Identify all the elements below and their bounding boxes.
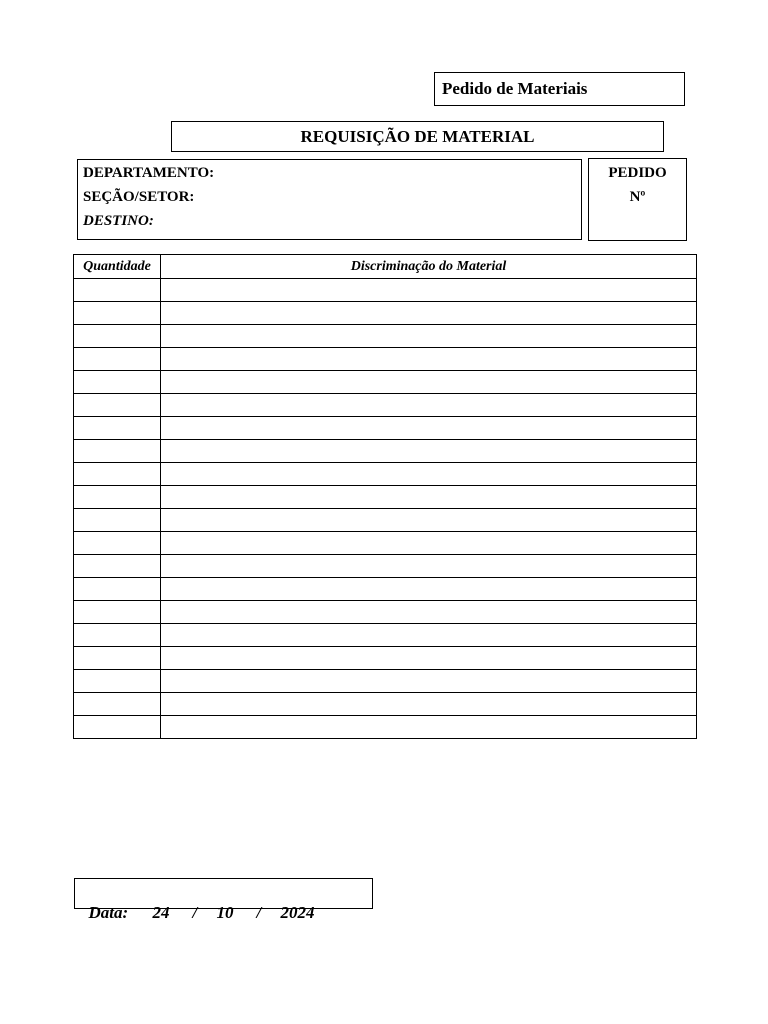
table-row	[74, 555, 697, 578]
date-separator: /	[256, 903, 262, 922]
table-row	[74, 279, 697, 302]
quantity-cell[interactable]	[74, 601, 161, 624]
quantity-cell[interactable]	[74, 463, 161, 486]
quantity-cell[interactable]	[74, 394, 161, 417]
description-cell[interactable]	[161, 394, 697, 417]
quantity-cell[interactable]	[74, 624, 161, 647]
quantity-cell[interactable]	[74, 417, 161, 440]
quantity-cell[interactable]	[74, 325, 161, 348]
table-row	[74, 463, 697, 486]
quantity-cell[interactable]	[74, 647, 161, 670]
quantity-cell[interactable]	[74, 716, 161, 739]
description-cell[interactable]	[161, 348, 697, 371]
department-label: DEPARTAMENTO:	[83, 165, 215, 181]
table-row	[74, 578, 697, 601]
description-cell[interactable]	[161, 624, 697, 647]
date-box	[74, 878, 373, 922]
description-cell[interactable]	[161, 601, 697, 624]
table-row	[74, 302, 697, 325]
table-row	[74, 417, 697, 440]
description-cell[interactable]	[161, 555, 697, 578]
description-cell[interactable]	[161, 647, 697, 670]
description-cell[interactable]	[161, 532, 697, 555]
order-number-label: Nº	[629, 189, 646, 205]
quantity-cell[interactable]	[74, 509, 161, 532]
description-cell[interactable]	[161, 302, 697, 325]
department-block	[77, 159, 582, 240]
table-row	[74, 670, 697, 693]
description-cell[interactable]	[161, 325, 697, 348]
table-row	[74, 716, 697, 739]
quantity-cell[interactable]	[74, 532, 161, 555]
form-label: Pedido de Materiais	[442, 79, 588, 98]
quantity-cell[interactable]	[74, 693, 161, 716]
column-header-description: Discriminação do Material	[161, 255, 697, 279]
destination-label: DESTINO:	[83, 213, 154, 229]
description-cell[interactable]	[161, 670, 697, 693]
quantity-cell[interactable]	[74, 348, 161, 371]
quantity-cell[interactable]	[74, 486, 161, 509]
table-row	[74, 532, 697, 555]
quantity-cell[interactable]	[74, 279, 161, 302]
quantity-cell[interactable]	[74, 371, 161, 394]
form-label-box	[434, 72, 685, 106]
description-cell[interactable]	[161, 716, 697, 739]
section-label: SEÇÃO/SETOR:	[83, 189, 195, 205]
table-row	[74, 624, 697, 647]
table-row	[74, 486, 697, 509]
table-header-row	[74, 255, 697, 279]
date-month: 10	[216, 903, 234, 922]
description-cell[interactable]	[161, 279, 697, 302]
quantity-cell[interactable]	[74, 302, 161, 325]
table-row	[74, 647, 697, 670]
quantity-cell[interactable]	[74, 555, 161, 578]
description-cell[interactable]	[161, 578, 697, 601]
description-cell[interactable]	[161, 693, 697, 716]
quantity-cell[interactable]	[74, 440, 161, 463]
description-cell[interactable]	[161, 463, 697, 486]
date-separator: /	[192, 903, 198, 922]
table-row	[74, 693, 697, 716]
description-cell[interactable]	[161, 371, 697, 394]
heading-box	[171, 121, 664, 152]
order-number-block	[588, 158, 687, 241]
table-row	[74, 440, 697, 463]
items-table-body	[74, 279, 697, 739]
table-row	[74, 325, 697, 348]
table-row	[74, 348, 697, 371]
description-cell[interactable]	[161, 417, 697, 440]
items-table	[73, 254, 697, 739]
table-row	[74, 601, 697, 624]
description-cell[interactable]	[161, 486, 697, 509]
column-header-quantity: Quantidade	[74, 255, 161, 279]
date-label: Data:	[88, 903, 129, 922]
table-row	[74, 371, 697, 394]
page-title: REQUISIÇÃO DE MATERIAL	[300, 127, 535, 146]
description-cell[interactable]	[161, 440, 697, 463]
date-day: 24	[152, 903, 170, 922]
table-row	[74, 394, 697, 417]
date-year: 2024	[280, 903, 315, 922]
quantity-cell[interactable]	[74, 670, 161, 693]
description-cell[interactable]	[161, 509, 697, 532]
quantity-cell[interactable]	[74, 578, 161, 601]
order-title: PEDIDO	[608, 165, 667, 181]
table-row	[74, 509, 697, 532]
